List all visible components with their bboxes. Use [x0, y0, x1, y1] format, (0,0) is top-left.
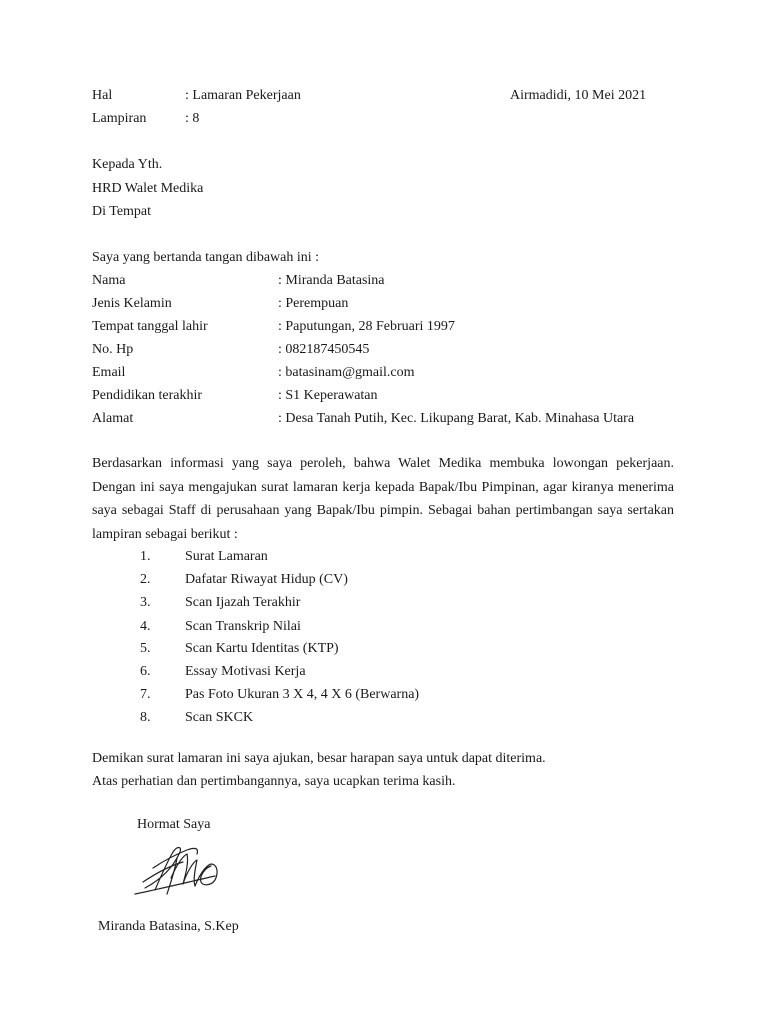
detail-value: : S1 Keperawatan	[278, 388, 378, 403]
handwritten-signature	[125, 838, 225, 900]
body-paragraph: Berdasarkan informasi yang saya peroleh, bahwa Walet Medika membuka lowongan pekerjaan. Dengan ini saya mengajukan surat lamaran kerja kepada Bapak/Ibu Pimpinan, agar kiranya menerima saya sebagai Staff di perusahaan yang Bapak/Ibu pimpin. Sebagai bahan pertimbangan saya sertakan lampiran sebagai berikut :	[92, 456, 674, 542]
detail-label: Alamat	[92, 411, 134, 426]
attachment-item: Essay Motivasi Kerja	[185, 664, 306, 679]
detail-value: : Paputungan, 28 Februari 1997	[278, 319, 455, 334]
attachment-item: Pas Foto Ukuran 3 X 4, 4 X 6 (Berwarna)	[185, 687, 420, 702]
signer-name: Miranda Batasina, S.Kep	[98, 919, 239, 934]
attachment-number: 3.	[140, 595, 151, 610]
hal-label: Hal	[92, 88, 113, 103]
hal-value: : Lamaran Pekerjaan	[185, 88, 301, 103]
attachment-number: 1.	[140, 549, 151, 564]
attachment-number: 7.	[140, 687, 151, 702]
attachment-item: Surat Lamaran	[185, 549, 268, 564]
recipient-line-2: HRD Walet Medika	[92, 181, 204, 196]
attachment-item: Scan SKCK	[185, 710, 254, 725]
detail-label: No. Hp	[92, 342, 134, 357]
lampiran-label: Lampiran	[92, 111, 147, 126]
salutation: Hormat Saya	[137, 817, 211, 832]
closing-line-1: Demikan surat lamaran ini saya ajukan, besar harapan saya untuk dapat diterima.	[92, 751, 546, 766]
attachment-number: 5.	[140, 641, 151, 656]
place-date: Airmadidi, 10 Mei 2021	[510, 88, 647, 103]
detail-value: : Miranda Batasina	[278, 273, 385, 288]
detail-value: : Desa Tanah Putih, Kec. Likupang Barat, Kab. Minahasa Utara	[278, 411, 635, 426]
attachment-item: Scan Kartu Identitas (KTP)	[185, 641, 339, 656]
attachment-number: 4.	[140, 619, 151, 634]
attachment-item: Dafatar Riwayat Hidup (CV)	[185, 572, 348, 587]
attachment-number: 2.	[140, 572, 151, 587]
recipient-line-1: Kepada Yth.	[92, 157, 163, 172]
detail-value: : batasinam@gmail.com	[278, 365, 415, 380]
attachment-number: 8.	[140, 710, 151, 725]
detail-value: : 082187450545	[278, 342, 370, 357]
intro-text: Saya yang bertanda tangan dibawah ini :	[92, 250, 320, 265]
recipient-line-3: Di Tempat	[92, 204, 152, 219]
detail-label: Email	[92, 365, 126, 380]
closing-line-2: Atas perhatian dan pertimbangannya, saya ucapkan terima kasih.	[92, 774, 456, 789]
detail-label: Nama	[92, 273, 126, 288]
detail-value: : Perempuan	[278, 296, 349, 311]
attachment-item: Scan Transkrip Nilai	[185, 619, 301, 634]
detail-label: Tempat tanggal lahir	[92, 319, 208, 334]
detail-label: Jenis Kelamin	[92, 296, 172, 311]
attachment-item: Scan Ijazah Terakhir	[185, 595, 301, 610]
detail-label: Pendidikan terakhir	[92, 388, 203, 403]
attachment-number: 6.	[140, 664, 151, 679]
lampiran-value: : 8	[185, 111, 200, 126]
